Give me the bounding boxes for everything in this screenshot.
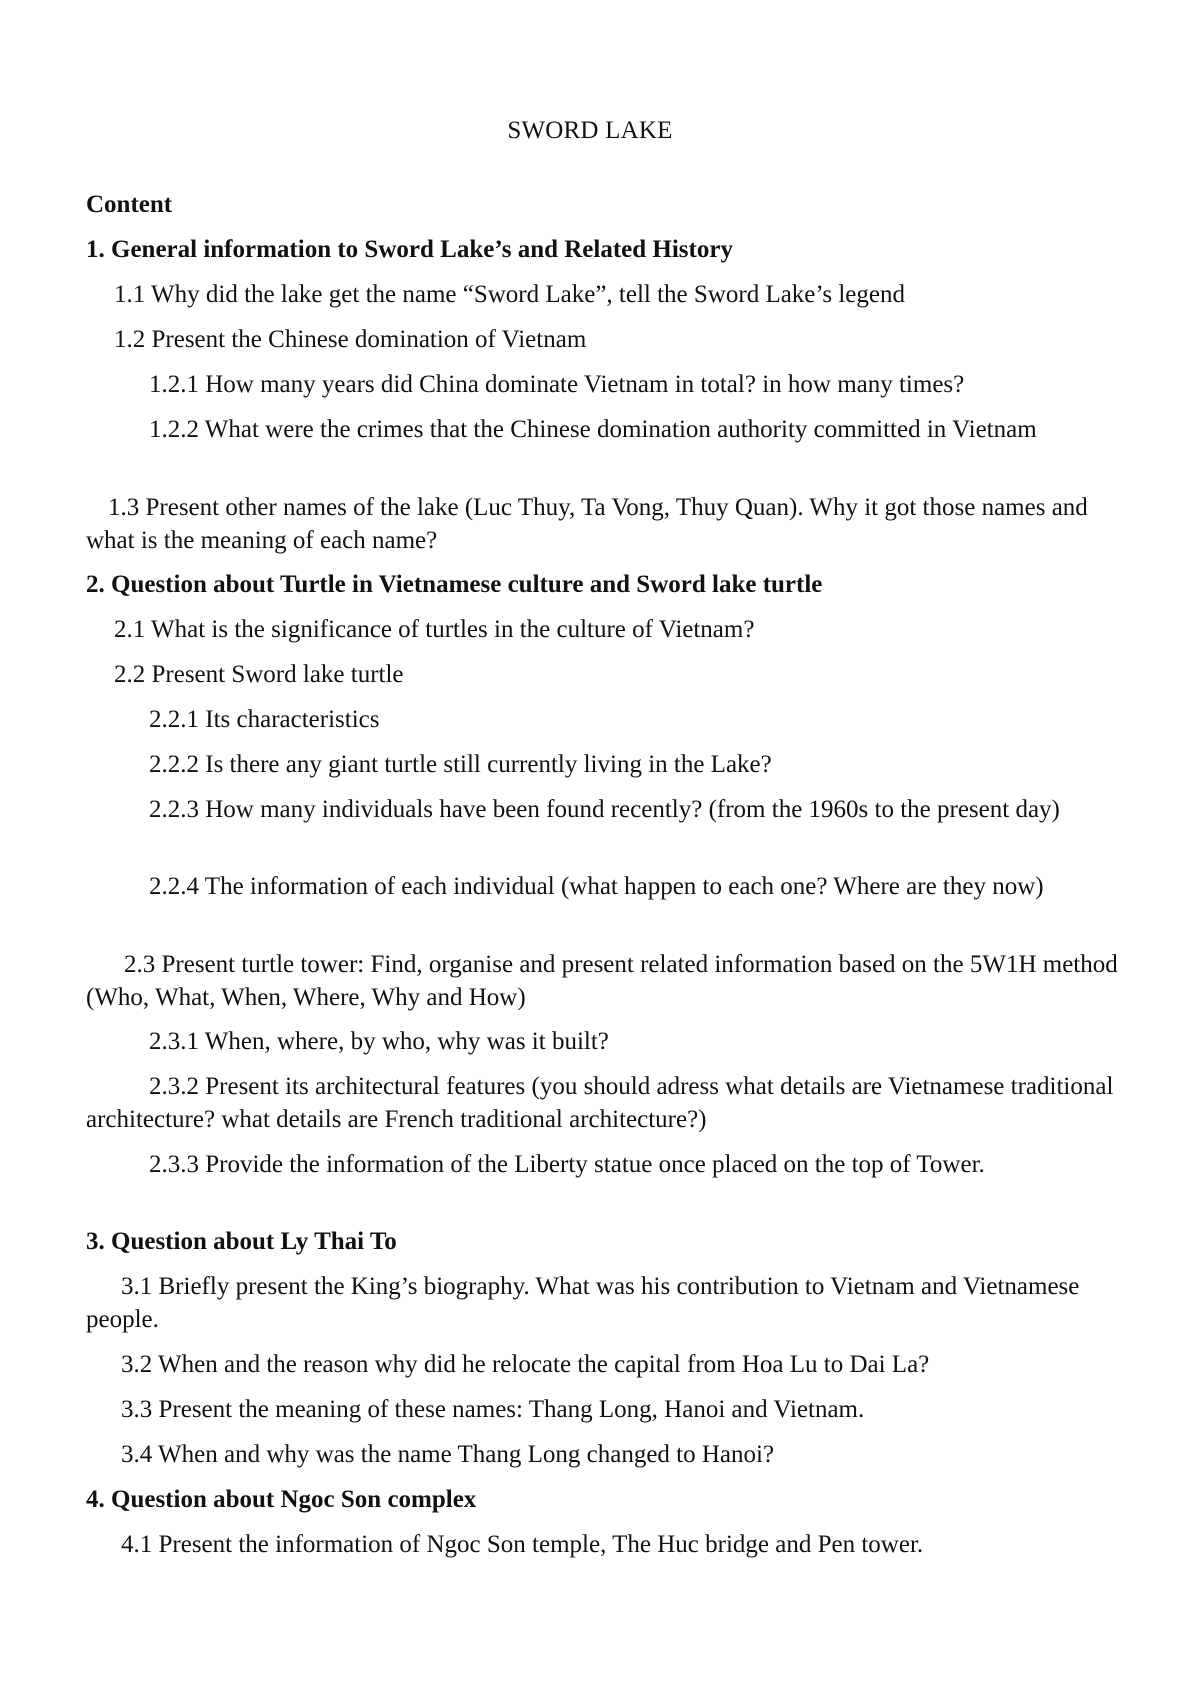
item-3-1: 3.1 Briefly present the King’s biography. What was his contribution to Vietnam and Vietnamese people. <box>86 1273 1080 1333</box>
item-1-2: 1.2 Present the Chinese domination of Vietnam <box>114 326 587 353</box>
item-2-3: 2.3 Present turtle tower: Find, organise and present related information based on the 5W1H method (Who, What, When, Where, Why and How) <box>86 951 1118 1011</box>
item-1-2-2: 1.2.2 What were the crimes that the Chinese domination authority committed in Vietnam <box>149 416 1037 443</box>
item-2-2-2: 2.2.2 Is there any giant turtle still currently living in the Lake? <box>149 751 772 778</box>
item-2-3-1: 2.3.1 When, where, by who, why was it built? <box>149 1028 609 1055</box>
document-title: SWORD LAKE <box>507 117 673 144</box>
item-2-2-1: 2.2.1 Its characteristics <box>149 706 380 733</box>
item-2-2: 2.2 Present Sword lake turtle <box>114 661 404 688</box>
content-heading: Content <box>86 191 173 218</box>
item-3-4: 3.4 When and why was the name Thang Long changed to Hanoi? <box>121 1441 775 1468</box>
item-1-2-1: 1.2.1 How many years did China dominate Vietnam in total? in how many times? <box>149 371 965 398</box>
item-2-3-3: 2.3.3 Provide the information of the Liberty statue once placed on the top of Tower. <box>149 1151 985 1178</box>
section-heading-2: 2. Question about Turtle in Vietnamese culture and Sword lake turtle <box>86 571 823 598</box>
item-2-2-4: 2.2.4 The information of each individual (what happen to each one? Where are they now) <box>149 873 1044 900</box>
item-2-1: 2.1 What is the significance of turtles in the culture of Vietnam? <box>114 616 755 643</box>
item-2-2-3: 2.2.3 How many individuals have been found recently? (from the 1960s to the present day) <box>149 796 1060 823</box>
item-3-2: 3.2 When and the reason why did he relocate the capital from Hoa Lu to Dai La? <box>121 1351 930 1378</box>
section-heading-1: 1. General information to Sword Lake’s and Related History <box>86 236 733 263</box>
item-3-3: 3.3 Present the meaning of these names: Thang Long, Hanoi and Vietnam. <box>121 1396 865 1423</box>
item-2-3-2: 2.3.2 Present its architectural features (you should adress what details are Vietnamese traditional architecture? what details are French traditional architecture?) <box>86 1073 1114 1133</box>
section-heading-4: 4. Question about Ngoc Son complex <box>86 1486 477 1513</box>
item-4-1: 4.1 Present the information of Ngoc Son temple, The Huc bridge and Pen tower. <box>121 1531 924 1558</box>
item-1-3: 1.3 Present other names of the lake (Luc Thuy, Ta Vong, Thuy Quan). Why it got those names and what is the meaning of each name? <box>86 494 1088 554</box>
section-heading-3: 3. Question about Ly Thai To <box>86 1228 397 1255</box>
item-1-1: 1.1 Why did the lake get the name “Sword Lake”, tell the Sword Lake’s legend <box>114 281 905 308</box>
